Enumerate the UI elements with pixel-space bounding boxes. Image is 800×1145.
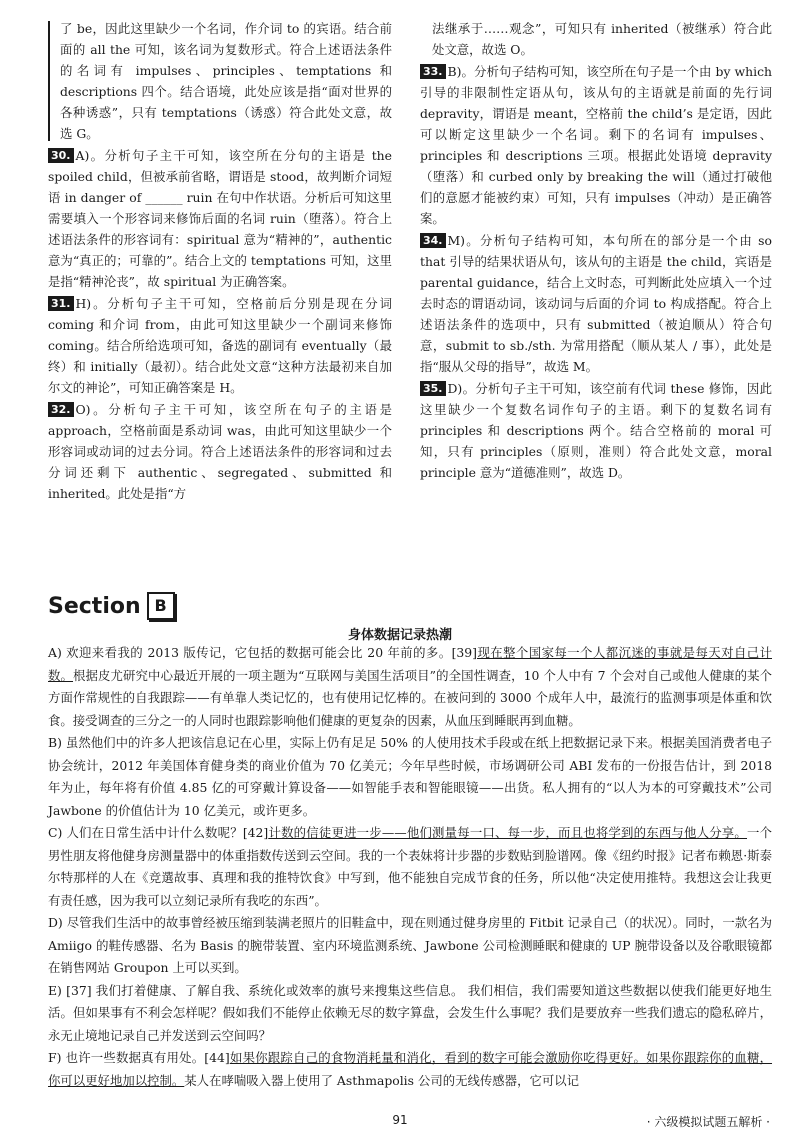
answer-paragraph [420,61,772,229]
question-number-badge: 35. [420,381,446,396]
passage-body [48,642,772,1092]
answer-paragraph [48,293,392,398]
answer-text: O)。分析句子主干可知，该空所在句子的主语是 approach，空格前面是系动词 was，由此可知这里缺少一个形容词或动词的过去分词。符合上述语法条件的形容词和过去分词还剩下 authentic、segregated、submitted 和 inherited。此处是指“方 [48,402,392,501]
passage-title: 身体数据记录热潮 [347,628,452,643]
answer-paragraph [420,378,772,483]
answer-text: H)。分析句子主干可知，空格前后分别是现在分词 coming 和介词 from，由此可知这里缺少一个副词来修饰 coming。结合所给选项可知，备选的副词有 eventually（最终）和 initially（最初）。结合此处文意“这种方法最初来自加尔文的神论”，可知正确答案是 H。 [48,296,392,395]
answer-paragraph [48,145,392,292]
section-word: Section [48,593,141,619]
section-letter-box: B [147,592,175,620]
question-number-badge: 33. [420,64,446,79]
passage-paragraph: F) 也许一些数据真有用处。[44]如果你跟踪自己的食物消耗量和消化，看到的数字可能会激励你吃得更好。如果你跟踪你的血糖，你可以更好地加以控制。某人在哮喘吸入器上使用了 Asthmapolis 公司的无线传感器，它可以记 [48,1050,773,1088]
underlined-sentence: 如果你跟踪自己的食物消耗量和消化，看到的数字可能会激励你吃得更好。如果你跟踪你的血糖，你可以更好地加以控制。 [48,1050,773,1088]
passage-paragraph: B) 虽然他们中的许多人把该信息记在心里，实际上仍有足足 50% 的人使用技术手段或在纸上把数据记录下来。根据美国消费者电子协会统计，2012 年美国体育健身类的商业价值为 70 亿美元；今年早些时候，市场调研公司 ABI 发布的一份报告估计，到 2018 年为止，每年将有价值 4.85 亿的可穿戴计算设备——如智能手表和智能眼镜——出货。私人拥有的“以人为本的可穿戴技术”公司 Jawbone 的价值估计为 10 亿美元，或许更多。 [48,735,772,818]
question-number-badge: 30. [48,148,74,163]
answer-paragraph [420,230,772,377]
answer-text: 了 be，因此这里缺少一个名词，作介词 to 的宾语。结合前面的 all the 可知，该名词为复数形式。符合上述语法条件的名词有 impulses、principles、temptations 和 descriptions 四个。结合语境，此处应该是指“面对世界的各种诱惑”，只有 temptations（诱惑）符合此处文意，故选 G。 [60,21,392,141]
underlined-sentence: 计数的信徒更进一步——他们测量每一口、每一步，而且也将学到的东西与他人分享。 [268,825,748,840]
answer-text: A)。分析句子主干可知，该空所在分句的主语是 the spoiled child，但被承前省略，谓语是 stood，故判断介词短语 in danger of ______ ruin 在句中作状语。分析后可知这里需要填入一个形容词来修饰后面的名词 ruin（堕落）。符合上述语法条件的形容词有：spiritual 意为“精神的”，authentic 意为“真正的；可靠的”。结合上文的 temptations 可知，这里是指“精神沦丧”，故 spiritual 为正确答案。 [48,148,392,289]
right-column [420,18,772,484]
answer-text: B)。分析句子结构可知，该空所在句子是一个由 by which 引导的非限制性定语从句，该从句的主语就是前面的先行词 depravity，谓语是 meant，空格前 the child’s 是定语，因此可以断定这里缺少一个名词。剩下的名词有 impulses、principles 和 descriptions 三项。根据此处语境 depravity（堕落）和 curbed only by breaking the will（通过打破他们的意愿才能被约束）可知，只有 impulses（冲动）是正确答案。 [420,64,772,226]
answer-text: M)。分析句子结构可知，本句所在的部分是一个由 so that 引导的结果状语从句，该从句的主语是 the child，宾语是 parental guidance，结合上文时态，可判断此处应填入一个过去时态的谓语动词，该动词与后面的介词 to 构成搭配。符合上述语法条件的选项中，只有 submitted（被迫顺从）符合句意，submit to sb./sth. 为常用搭配（顺从某人 / 事），此处是指“服从父母的指导”，故选 M。 [420,233,772,374]
footer-label: · 六级模拟试题五解析 · [646,1115,770,1129]
left-column [48,18,392,505]
question-number-badge: 34. [420,233,446,248]
answer-text: 法继承于……观念”，可知只有 inherited（被继承）符合此处文意，故选 O。 [432,21,772,57]
answer-text: D)。分析句子主干可知，该空前有代词 these 修饰，因此这里缺少一个复数名词作句子的主语。剩下的复数名词有 principles 和 descriptions 两个。结合空格前的 moral 可知，只有 principles（原则，准则）符合此处文意，moral principle 意为“道德准则”，故选 D。 [420,381,772,480]
answer-paragraph [420,18,772,60]
page-number: 91 [392,1113,408,1127]
underlined-sentence: 现在整个国家每一个人都沉迷的事就是每天对自己计数。 [48,645,772,683]
answer-paragraph [48,18,392,144]
answer-paragraph [48,399,392,504]
passage-paragraph: D) 尽管我们生活中的故事曾经被压缩到装满老照片的旧鞋盒中，现在则通过健身房里的 Fitbit 记录自己（的状况）。同时，一款名为 Amiigo 的鞋传感器、名为 Basis 的腕带装置、室内环境监测系统、Jawbone 公司检测睡眠和健康的 UP 腕带设备以及谷歌眼镜都在销售网站 Groupon 上可以买到。 [48,915,772,975]
passage-paragraph: E) [37] 我们打着健康、了解自我、系统化或效率的旗号来搜集这些信息。 我们相信，我们需要知道这些数据以使我们能更好地生活。但如果事有不利会怎样呢？假如我们不能停止依赖无尽的数字算盘，会发生什么事呢？我们是要放弃一些我们遗忘的隐私碎片，永无止境地记录自己并发送到云空间吗？ [48,982,772,1043]
question-number-badge: 32. [48,402,74,417]
section-heading [48,592,175,620]
passage-paragraph: A) 欢迎来看我的 2013 版传记，它包括的数据可能会比 20 年前的多。[39]现在整个国家每一个人都沉迷的事就是每天对自己计数。根据皮尤研究中心最近开展的一项主题为“互联网与美国生活项目”的全国性调查，10 个人中有 7 个会对自己或他人健康的某个方面作常规性的自我跟踪——有单靠人类记忆的，也有使用记忆棒的。在被问到的 3000 个成年人中，最流行的监测事项是体重和饮食。接受调查的三分之一的人同时也跟踪影响他们健康的更复杂的因素，从血压到睡眠再到血糖。 [48,645,772,728]
question-number-badge: 31. [48,296,74,311]
passage-paragraph: C) 人们在日常生活中计什么数呢？[42]计数的信徒更进一步——他们测量每一口、每一步，而且也将学到的东西与他人分享。一个男性朋友将他健身房测量器中的体重指数传送到云空间。我的一个表妹将计步器的步数贴到脸谱网。像《纽约时报》记者布赖恩·斯泰尔特那样的人在《竞選故事、真理和我的推特饮食》中写到，他不能独自完成节食的任务，所以他“决定使用推特。我想这会让我更有责任感，因为我可以立刻记录所有我吃的东西”。 [48,825,773,908]
